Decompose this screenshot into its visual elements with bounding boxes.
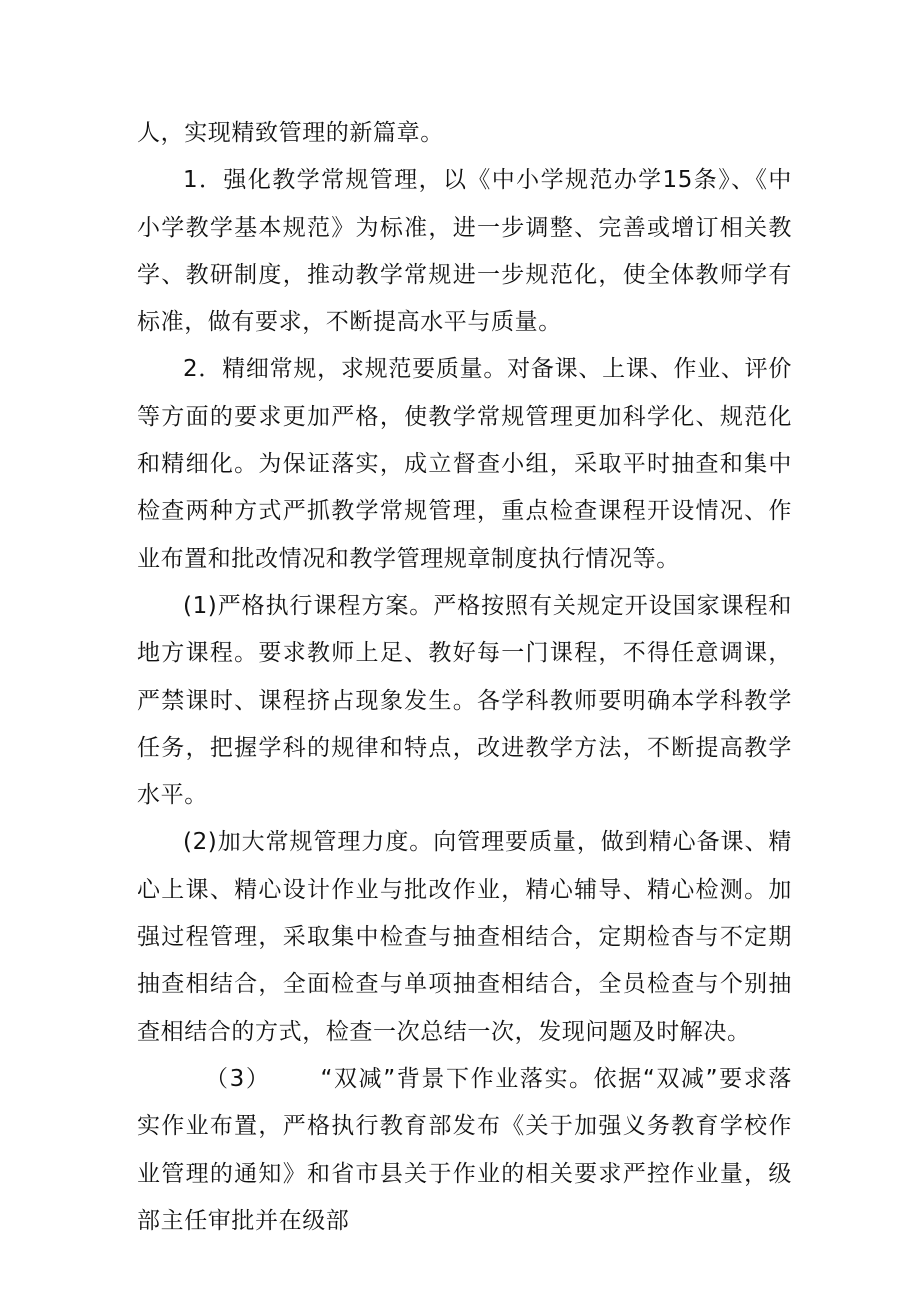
document-body bbox=[137, 110, 792, 1245]
paragraph-subitem-3 bbox=[137, 1056, 792, 1245]
paragraph-continuation: 人，实现精致管理的新篇章。 bbox=[137, 120, 444, 146]
subitem-3-text: “双减”背景下作业落实。依据“双减”要求落实作业布置，严格执行教育部发布《关于加强义务教育学校作业管理的通知》和省市县关于作业的相关要求严控作业量，级部主任审批并在级部 bbox=[137, 1065, 793, 1234]
paragraph-subitem-1: (1)严格执行课程方案。严格按照有关规定开设国家课程和地方课程。要求教师上足、教好每一门课程，不得任意调课，严禁课时、课程挤占现象发生。各学科教师要明确本学科教学任务，把握学科的规律和特点，改进教学方法，不断提高教学水平。 bbox=[137, 592, 792, 809]
paragraph-item-2: 2．精细常规，求规范要质量。对备课、上课、作业、评价等方面的要求更加严格，使教学常规管理更加科学化、规范化和精细化。为保证落实，成立督查小组，采取平时抽查和集中检查两种方式严抓教学常规管理，重点检查课程开设情况、作业布置和批改情况和教学管理规章制度执行情况等。 bbox=[137, 356, 792, 572]
paragraph-item-1: 1．强化教学常规管理，以《中小学规范办学15条》、《中小学教学基本规范》为标准，进一步调整、完善或增订相关教学、教研制度，推动教学常规进一步规范化，使全体教师学有标准，做有要求，不断提高水平与质量。 bbox=[137, 167, 792, 336]
subitem-3-label: （3） bbox=[205, 1065, 271, 1092]
paragraph-subitem-2: (2)加大常规管理力度。向管理要质量，做到精心备课、精心上课、精心设计作业与批改作业，精心辅导、精心检测。加强过程管理，采取集中检查与抽查相结合，定期检杳与不定期抽查相结合，全面检查与单项抽查相结合，全员检查与个别抽查相结合的方式，检查一次总结一次，发现问题及时解决。 bbox=[137, 829, 792, 1045]
